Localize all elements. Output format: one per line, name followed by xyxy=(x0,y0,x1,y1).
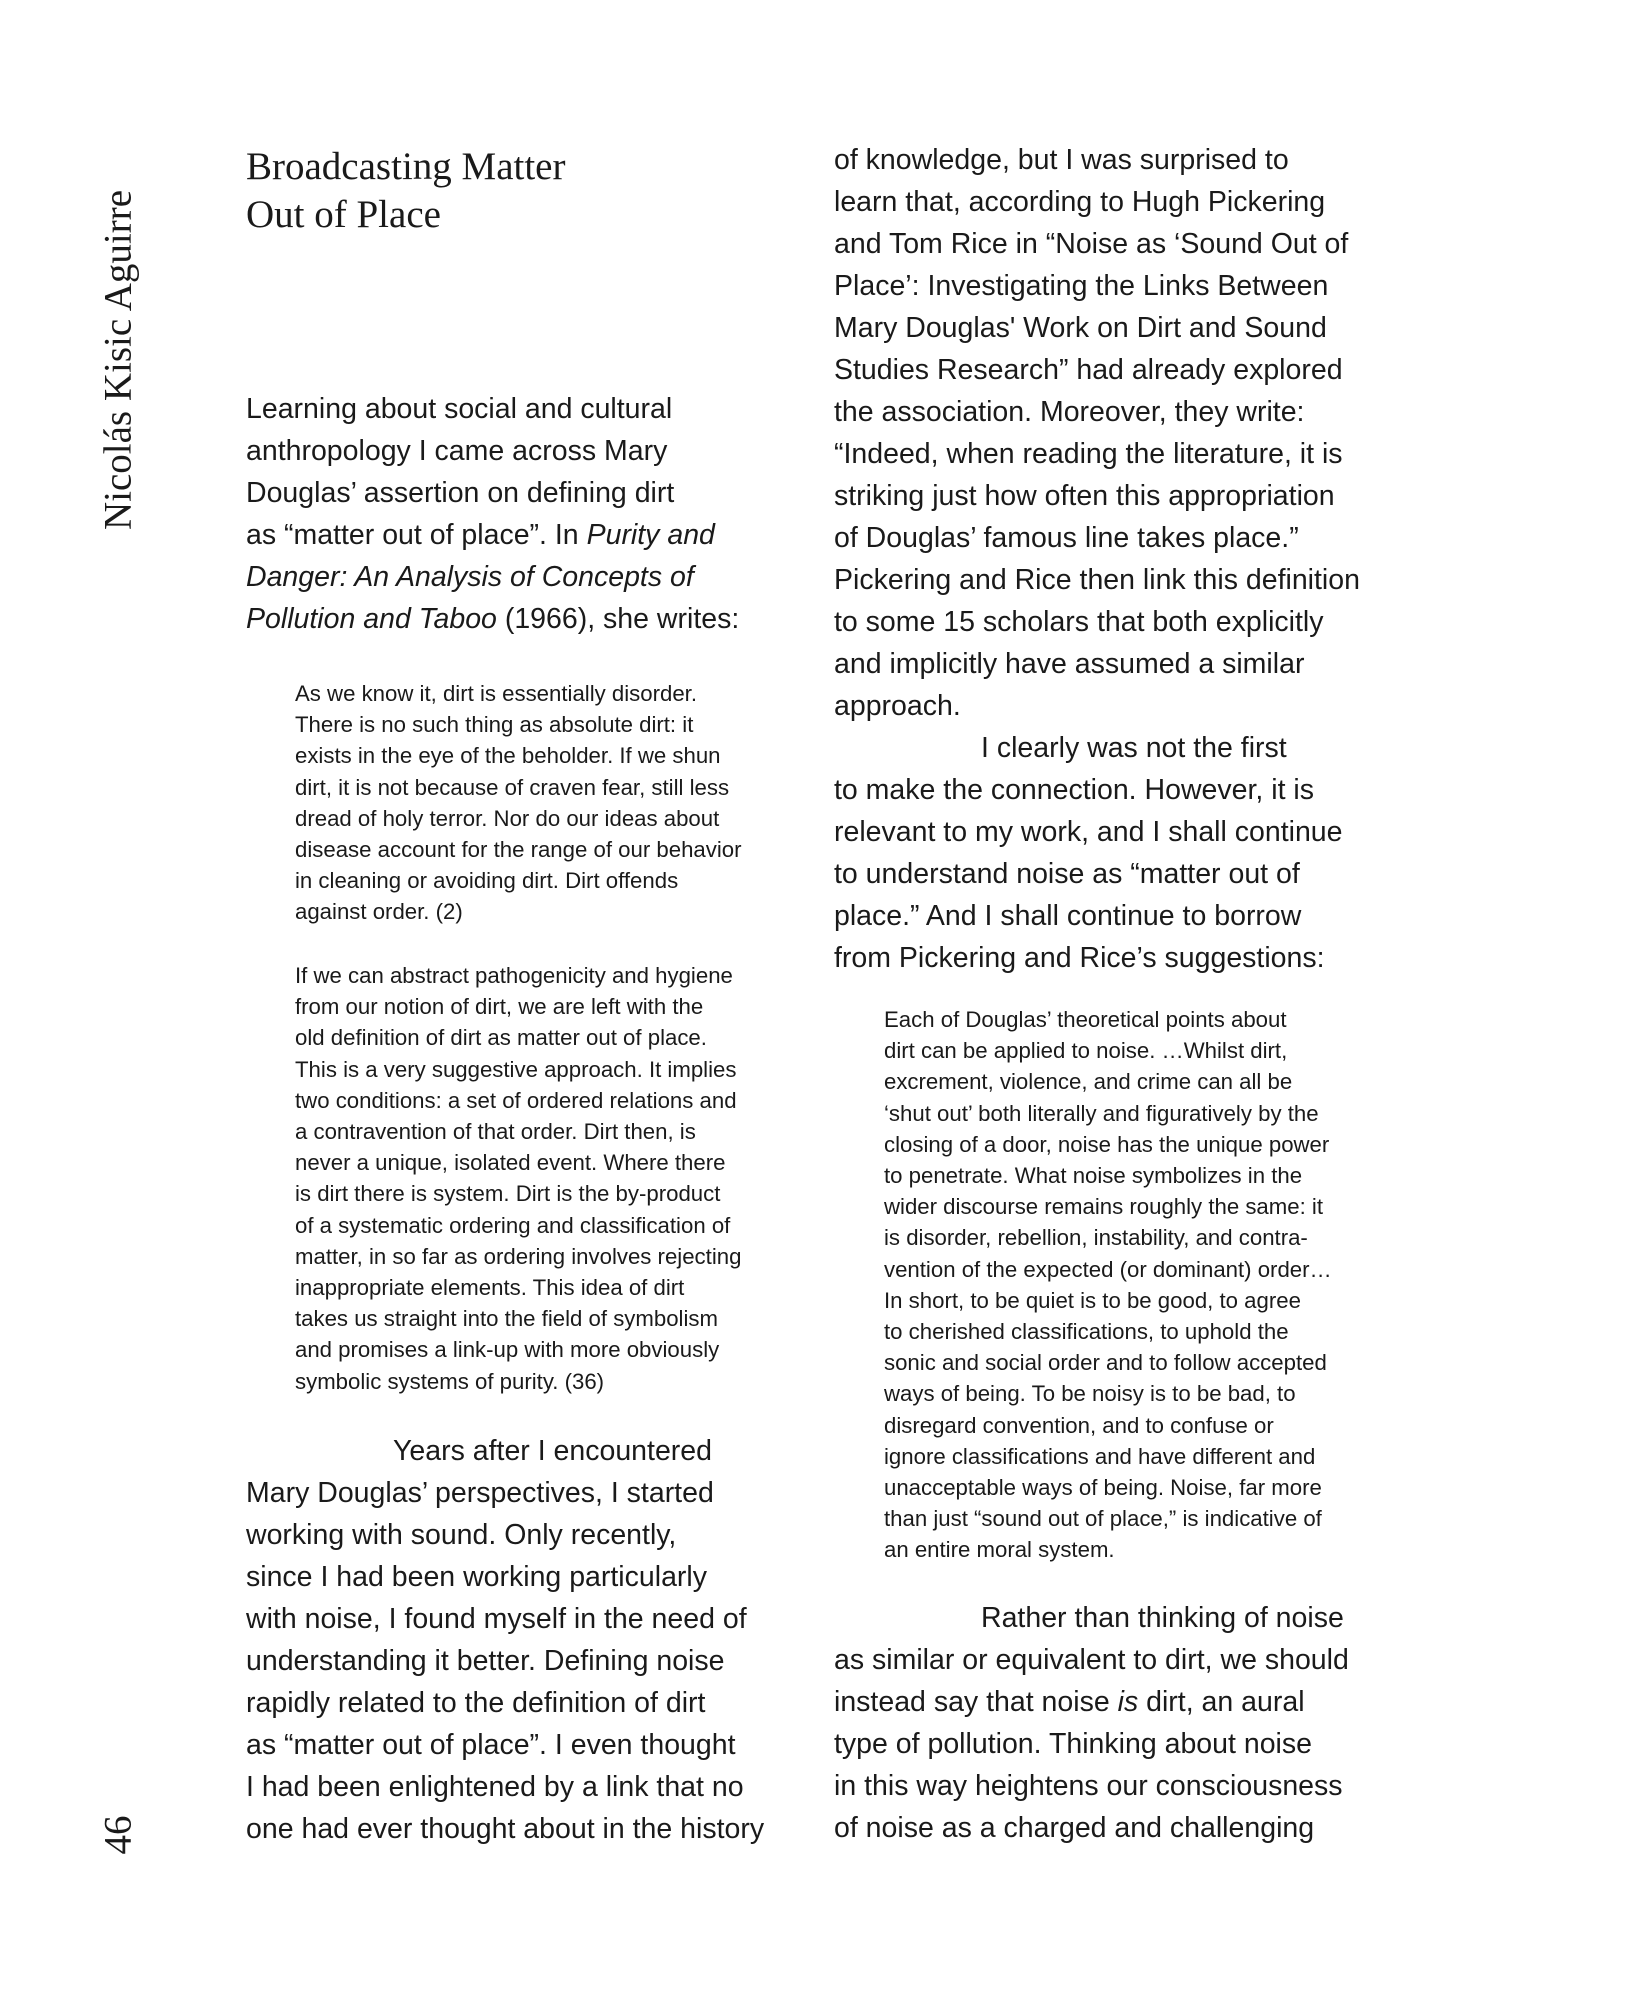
text-line: rapidly related to the definition of dirt xyxy=(246,1687,706,1719)
text-line: type of pollution. Thinking about noise xyxy=(834,1728,1312,1760)
text-line: as “matter out of place”. I even thought xyxy=(246,1729,736,1761)
quote-line: In short, to be quiet is to be good, to agree xyxy=(884,1287,1301,1313)
quote-line: in cleaning or avoiding dirt. Dirt offends xyxy=(295,868,679,894)
text-line xyxy=(834,1681,1349,1723)
text-line: Pickering and Rice then link this definition xyxy=(834,564,1360,596)
paragraph xyxy=(246,388,739,640)
quote-line: disease account for the range of our behavior xyxy=(295,837,742,863)
quote-line: As we know it, dirt is essentially disorder. xyxy=(295,681,697,706)
text-line: Mary Douglas' Work on Dirt and Sound xyxy=(834,312,1327,344)
text-line: and implicitly have assumed a similar xyxy=(834,648,1305,680)
text-line: I clearly was not the first xyxy=(981,732,1287,764)
quote-line: an entire moral system. xyxy=(884,1537,1115,1563)
paragraph xyxy=(834,139,1360,979)
text-line xyxy=(246,556,739,598)
text-line: “Indeed, when reading the literature, it is xyxy=(834,438,1343,470)
title-line: Broadcasting Matter xyxy=(246,145,566,188)
quote-line: of a systematic ordering and classification of xyxy=(295,1212,731,1238)
quote-line: and promises a link-up with more obviously xyxy=(295,1337,720,1363)
text-line: Place’: Investigating the Links Between xyxy=(834,270,1329,302)
text-run: as “matter out of place”. In xyxy=(246,519,587,551)
text-line: learn that, according to Hugh Pickering xyxy=(834,186,1326,218)
quote-line: If we can abstract pathogenicity and hygiene xyxy=(295,963,733,988)
text-line: Learning about social and cultural xyxy=(246,393,673,425)
text-line: of knowledge, but I was surprised to xyxy=(834,144,1289,176)
text-line: as similar or equivalent to dirt, we should xyxy=(834,1644,1349,1676)
quote-line: dirt, it is not because of craven fear, still less xyxy=(295,774,730,800)
text-line: Rather than thinking of noise xyxy=(981,1602,1344,1634)
quote-line: matter, in so far as ordering involves rejecting xyxy=(295,1243,742,1269)
book-title: Pollution and Taboo xyxy=(246,603,497,635)
quote-line: closing of a door, noise has the unique power xyxy=(884,1131,1330,1157)
quote-line: is dirt there is system. Dirt is the by-product xyxy=(295,1181,721,1207)
emphasis: is xyxy=(1117,1686,1139,1718)
title-line: Out of Place xyxy=(246,193,441,236)
quote-line: dirt can be applied to noise. …Whilst dirt, xyxy=(884,1038,1288,1064)
quote-line: ignore classifications and have different and xyxy=(884,1443,1316,1469)
quote-line: against order. (2) xyxy=(295,899,463,925)
book-title: Purity and xyxy=(586,519,715,551)
quote-line: from our notion of dirt, we are left with the xyxy=(295,994,704,1020)
text-line: the association. Moreover, they write: xyxy=(834,396,1305,428)
text-line: of noise as a charged and challenging xyxy=(834,1812,1315,1844)
text-line: anthropology I came across Mary xyxy=(246,435,668,467)
text-line: to some 15 scholars that both explicitly xyxy=(834,606,1324,638)
text-line: place.” And I shall continue to borrow xyxy=(834,900,1302,932)
quote-line: ways of being. To be noisy is to be bad, to xyxy=(884,1381,1296,1407)
text-line: to make the connection. However, it is xyxy=(834,774,1314,806)
text-line: understanding it better. Defining noise xyxy=(246,1645,725,1677)
quote-line: a contravention of that order. Dirt then, is xyxy=(295,1119,696,1145)
text-line: I had been enlightened by a link that no xyxy=(246,1771,744,1803)
quote-line: never a unique, isolated event. Where there xyxy=(295,1150,726,1176)
quote-line: dread of holy terror. Nor do our ideas about xyxy=(295,805,720,831)
quote-line: than just “sound out of place,” is indicative of xyxy=(884,1506,1322,1532)
quote-line: vention of the expected (or dominant) order… xyxy=(884,1256,1332,1282)
text-line: in this way heightens our consciousness xyxy=(834,1770,1343,1802)
quote-line: disregard convention, and to confuse or xyxy=(884,1412,1274,1438)
quote-line: Each of Douglas’ theoretical points about xyxy=(884,1007,1287,1032)
quote-line: inappropriate elements. This idea of dirt xyxy=(295,1275,685,1301)
quote-line: excrement, violence, and crime can all be xyxy=(884,1069,1293,1095)
text-line: since I had been working particularly xyxy=(246,1561,707,1593)
text-line: relevant to my work, and I shall continue xyxy=(834,816,1343,848)
text-line xyxy=(246,598,739,640)
quote-line: two conditions: a set of ordered relations and xyxy=(295,1087,737,1113)
quote-line: wider discourse remains roughly the same: it xyxy=(884,1194,1324,1220)
quote-line: symbolic systems of purity. (36) xyxy=(295,1368,605,1394)
text-line: Studies Research” had already explored xyxy=(834,354,1343,386)
quote-line: old definition of dirt as matter out of place. xyxy=(295,1025,707,1051)
text-run: (1966), she writes: xyxy=(496,603,740,635)
quote-line: sonic and social order and to follow accepted xyxy=(884,1350,1327,1376)
quote-line: to penetrate. What noise symbolizes in the xyxy=(884,1163,1303,1189)
text-line: Mary Douglas’ perspectives, I started xyxy=(246,1477,714,1509)
text-line: with noise, I found myself in the need of xyxy=(246,1603,747,1635)
quote-line: unacceptable ways of being. Noise, far more xyxy=(884,1475,1322,1501)
block-quote xyxy=(295,960,741,1397)
quote-line: exists in the eye of the beholder. If we shun xyxy=(295,743,721,769)
text-line: one had ever thought about in the history xyxy=(246,1813,765,1845)
text-line: working with sound. Only recently, xyxy=(246,1519,677,1551)
text-line: Years after I encountered xyxy=(393,1435,712,1467)
text-line: striking just how often this appropriation xyxy=(834,480,1335,512)
text-line: of Douglas’ famous line takes place.” xyxy=(834,522,1299,554)
text-line: from Pickering and Rice’s suggestions: xyxy=(834,942,1325,974)
quote-line: There is no such thing as absolute dirt: it xyxy=(295,712,694,738)
block-quote xyxy=(884,1004,1332,1566)
quote-line: takes us straight into the field of symbolism xyxy=(295,1306,718,1332)
book-title: Danger: An Analysis of Concepts of xyxy=(246,561,694,593)
author-name: Nicolás Kisic Aguirre xyxy=(96,189,140,531)
quote-line: is disorder, rebellion, instability, and contra- xyxy=(884,1225,1308,1251)
text-line: Douglas’ assertion on defining dirt xyxy=(246,477,675,509)
quote-line: to cherished classifications, to uphold the xyxy=(884,1319,1289,1345)
paragraph xyxy=(246,1430,764,1850)
block-quote xyxy=(295,678,742,928)
text-line: and Tom Rice in “Noise as ‘Sound Out of xyxy=(834,228,1349,260)
text-line xyxy=(246,514,739,556)
article-title xyxy=(246,143,565,239)
text-line: to understand noise as “matter out of xyxy=(834,858,1300,890)
quote-line: ‘shut out’ both literally and figuratively by the xyxy=(884,1100,1319,1126)
text-run: dirt, an aural xyxy=(1138,1686,1305,1718)
text-run: instead say that noise xyxy=(834,1686,1118,1718)
page-number: 46 xyxy=(96,1815,140,1855)
text-line: approach. xyxy=(834,690,961,722)
paragraph xyxy=(834,1597,1349,1849)
quote-line: This is a very suggestive approach. It implies xyxy=(295,1056,737,1082)
